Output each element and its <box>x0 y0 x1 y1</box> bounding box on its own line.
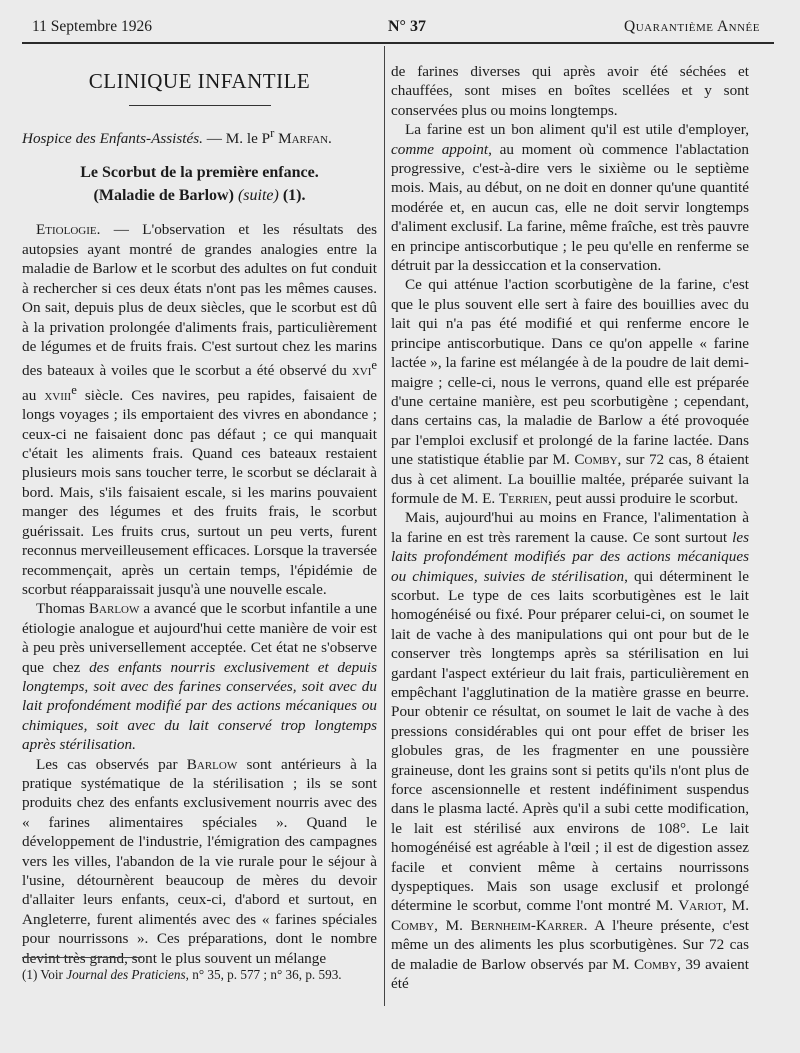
person-name: Barlow <box>186 755 238 773</box>
century-18: xviii <box>44 386 72 404</box>
paragraph-text: Mais, aujourd'hui au moins en France, l'alimentation à la farine en est très rarement la cause. Ce sont surtout <box>391 509 749 546</box>
paragraph-text: Les cas observés par <box>36 755 187 773</box>
subtitle-note: (1). <box>282 187 306 205</box>
paragraph-scorbutigene <box>391 275 749 508</box>
paragraph-barlow <box>22 599 377 754</box>
footnote <box>22 966 377 983</box>
header-divider <box>22 42 774 44</box>
paragraph-cas <box>22 755 377 968</box>
paragraph-text: , M. <box>722 897 749 915</box>
paragraph-text: a avancé que le scorbut infantile a une étiologie analogue et aujourd'hui cette manière de voir est à peu près universellement acceptée. Cet état ne s'observe que chez <box>22 600 378 676</box>
author-prefix: — M. le P <box>202 130 271 148</box>
section-title: CLINIQUE INFANTILE <box>88 69 311 93</box>
emphasis-text: des enfants nourris exclusivement et depuis longtemps, soit avec des farines conservées, soit avec du lait profondément modifié par des actions mécaniques ou chimiques, soit avec du lait conservé trop longtemps après stérilisation. <box>22 658 377 754</box>
paragraph-text: , M. <box>434 916 471 934</box>
paragraph-text: , au moment où commence l'ablactation progressive, c'est-à-dire vers le sixième ou le septième mois. Mais, au début, on ne doit en donner qu'une quantité modérée et, en aucun cas, elle ne doit servir longtemps d'aliment exclusif. La farine, même fraîche, est très pauvre en principe antiscorbutique ; le peu qu'elle en renferme se détruit par la dessiccation et la conservation. <box>391 140 749 275</box>
paragraph-text: , peut aussi produire le scorbut. <box>547 489 739 507</box>
footnote-text: , n° 35, p. 577 ; n° 36, p. 593. <box>185 967 342 982</box>
paragraph-text: siècle. Ces navires, peu rapides, faisaient de longs voyages ; ils emportaient des vivres en abondance ; ceux-ci ne faisaient donc pas défaut ; ce qui manquait c'était les aliments frais. Quand ces bateaux restaient plusieurs mois sans toucher terre, le scorbut se déclarait à bord. Mais, s'ils faisaient escale, si les marins pouvaient manger des légumes et des fruits frais, le scorbut guérissait. Les fruits crus, surtout un peu verts, furent reconnus merveilleusement efficaces. Lorsque la traversée recommençait, après un certain temps, l'épidémie de scorbut réapparaissait jusqu'à une nouvelle escale. <box>22 386 377 598</box>
footnote-rule <box>22 957 142 958</box>
person-name: Barlow <box>88 600 140 618</box>
page-header <box>32 18 760 40</box>
paragraph-laits <box>391 508 749 993</box>
paragraph-continuation: de farines diverses qui après avoir été séchées et chauffées, sont mises en boîtes scellées et y sont conservées plus ou moins longtemps. <box>391 63 749 119</box>
article-byline <box>22 124 377 148</box>
century-16: xvi <box>351 362 372 380</box>
author-name: Marfan. <box>274 130 332 148</box>
hospice-place: Hospice des Enfants-Assistés. <box>22 130 203 148</box>
article-title: Le Scorbut de la première enfance. <box>80 164 319 182</box>
column-divider <box>384 46 385 1006</box>
paragraph-farine <box>391 120 749 275</box>
paragraph-text: sont antérieurs à la pratique systématique de la stérilisation ; ils se sont produits chez des enfants exclusivement nourris avec des « farines alimentaires spéciales ». Quand le développement de l'industrie, l'émigration des campagnes vers les villes, l'abandon de la vie rurale pour le séjour à l'usine, détournèrent beaucoup de mères du devoir d'allaiter leurs enfants, ceux-ci, d'abord et surtout, en Angleterre, furent alimentés avec des « farines spéciales pour nourrissons ». Ces préparations, dont le nombre devint très grand, sont le plus souvent un mélange <box>22 755 377 967</box>
century-16-sup: e <box>371 358 377 373</box>
person-name: Terrien <box>498 489 548 507</box>
subtitle-main: (Maladie de Barlow) <box>93 187 234 205</box>
paragraph-etiologie <box>22 220 377 599</box>
author-prefix-sup: r <box>270 126 275 140</box>
paragraph-lead: Etiologie. <box>36 221 101 239</box>
paragraph-text: . A l'heure présente, c'est même un des aliments les plus scorbutigènes. Sur 72 cas de maladie de Barlow observés par M. <box>391 916 749 973</box>
person-name: Comby <box>633 955 678 973</box>
article-subtitle <box>22 185 377 206</box>
volume-year: Quarantième Année <box>624 18 760 35</box>
left-column <box>22 60 377 968</box>
footnote-journal: Journal des Praticiens <box>66 967 186 982</box>
paragraph-text: , 39 avaient été <box>391 955 749 993</box>
paragraph-text: La farine est un bon aliment qu'il est utile d'employer, <box>405 121 749 139</box>
person-name: Bernheim-Karrer <box>470 916 584 934</box>
issue-number: N° 37 <box>388 18 426 35</box>
person-name: Comby <box>391 916 435 934</box>
subtitle-suite: (suite) <box>237 187 279 205</box>
emphasis-text: comme appoint <box>391 140 489 158</box>
paragraph-text: , sur 72 cas, 8 étaient dus à cet aliment. La bouillie maltée, préparée suivant la formule de M. E. <box>391 451 749 507</box>
emphasis-text: les laits profondément modifiés par des actions mécaniques ou chimiques, suivies de stérilisation <box>391 528 749 585</box>
right-column <box>391 62 749 994</box>
paragraph-text: Ce qui atténue l'action scorbutigène de la farine, c'est que le plus souvent elle sert à faire des bouillies avec du lait qui n'a pas été modifié et qui renferme encore le principe antiscorbutique. Dans ce qu'on appelle « farine lactée », la farine est mélangée à de la poudre de lait demi-maigre ; celle-ci, nous le verrons, quand elle est préparée d'une certaine manière, est peu scorbutigène ; cependant, dans certains cas, la maladie de Barlow a été provoquée par l'emploi exclusif et prolongé de la farine lactée. Dans une statistique établie par M. <box>391 276 749 469</box>
century-18-sup: e <box>71 382 77 397</box>
person-name: Comby <box>574 451 618 469</box>
paragraph-text: Thomas <box>36 600 89 618</box>
footnote-text: (1) Voir <box>22 967 67 982</box>
section-rule <box>129 105 271 106</box>
paragraph-text: — L'observation et les résultats des autopsies ayant montré de grandes analogies entre la maladie de Barlow et le scorbut des adultes on fut conduit à rechercher si ces deux états n'ont pas les mêmes causes. On sait, depuis plus de deux siècles, que le scorbut est dû à la privation prolongée d'aliments frais, particulièrement de légumes et de fruits frais. C'est surtout chez les marins des bateaux à voiles que le scorbut a été observé du <box>22 221 377 380</box>
paragraph-text: au <box>22 386 45 404</box>
issue-date: 11 Septembre 1926 <box>32 18 152 35</box>
person-name: Variot <box>678 897 723 915</box>
paragraph-text: , qui déterminent le scorbut. Le type de ces laits scorbutigènes est le lait homogénéisé ou fixé. Pour préparer celui-ci, on soumet le lait de vache à des manipulations qui ont pour but de le conserver très longtemps après sa stérilisation en lui gardant l'aspect extérieur du lait frais, particulièrement en empêchant l'agglutination de la matière grasse en beurre. Pour obtenir ce résultat, on soumet le lait de vache à des pressions considérables qui ont pour effet de briser les globules gras, de les fragmenter en une poussière graineuse, dont les grains sont si petits qu'ils n'ont plus de force ascensionnelle et restent indéfiniment suspendus dans le plasma lacté. Après qu'il a subi cette modification, le lait est stérilisé aux environs de 108°. Le lait homogénéisé est agréable à l'œil ; il est de digestion assez facile et convient même à certains nourrissons dyspeptiques. Mais son usage exclusif et prolongé détermine le scorbut, comme l'ont montré M. <box>391 567 749 915</box>
